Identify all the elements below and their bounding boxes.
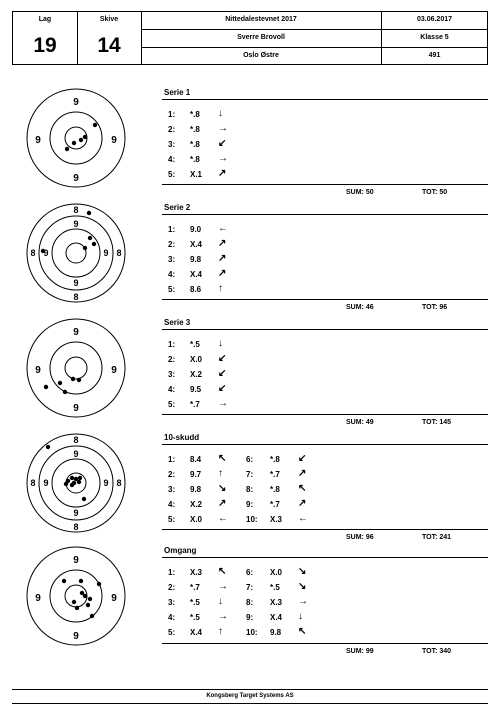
club-name: Oslo Østre (243, 52, 279, 59)
shot-number: 4: (168, 155, 176, 164)
target-omgang (26, 546, 126, 646)
shot-direction-icon: → (298, 596, 308, 607)
shot-hole (87, 211, 91, 215)
shot-hole (93, 123, 97, 127)
10-skudd-sum: SUM: 96 (346, 534, 374, 541)
shot-value: X.1 (190, 170, 203, 179)
ring-label: 9 (103, 478, 109, 488)
shot-direction-icon: ↗ (298, 498, 307, 509)
header-box (12, 11, 488, 65)
shot-number: 10: (246, 515, 258, 524)
shot-hole (92, 242, 96, 246)
ring-label: 9 (43, 478, 49, 488)
shot-number: 2: (168, 355, 176, 364)
shot-hole (75, 606, 79, 610)
shot-number: 2: (168, 240, 176, 249)
shot-hole (97, 582, 101, 586)
ring-label: 9 (73, 403, 79, 414)
shot-direction-icon: → (218, 611, 228, 622)
shot-direction-icon: ↙ (218, 353, 227, 364)
shot-value: 9.5 (190, 385, 202, 394)
serie-2-title: Serie 2 (164, 203, 191, 212)
shot-direction-icon: ↓ (218, 596, 223, 607)
footer-company: Kongsberg Target Systems AS (206, 693, 294, 699)
shot-direction-icon: ← (298, 513, 308, 524)
shot-hole (62, 579, 66, 583)
outer-ring-label: 8 (116, 248, 122, 258)
shot-hole (72, 600, 76, 604)
serie-2-sum: SUM: 46 (346, 304, 374, 311)
ring-label: 9 (35, 593, 41, 604)
shot-value: X.2 (190, 500, 203, 509)
serie-3-title: Serie 3 (164, 318, 191, 327)
shot-number: 2: (168, 470, 176, 479)
skive-label: Skive (99, 16, 119, 23)
shot-number: 5: (168, 170, 176, 179)
shot-number: 6: (246, 455, 254, 464)
shot-number: 1: (168, 225, 176, 234)
shot-number: 2: (168, 125, 176, 134)
shot-number: 4: (168, 385, 176, 394)
target-serie-1 (26, 88, 126, 188)
shot-direction-icon: ↘ (298, 581, 307, 592)
shot-number: 2: (168, 583, 176, 592)
outer-ring-label: 8 (73, 292, 79, 302)
shot-hole (83, 246, 87, 250)
footer-divider (12, 689, 488, 690)
10-skudd-title: 10-skudd (164, 433, 200, 442)
shot-direction-icon: ↗ (218, 498, 227, 509)
event-date: 03.06.2017 (416, 16, 453, 23)
shot-hole (46, 445, 50, 449)
shot-direction-icon: ↑ (218, 626, 223, 637)
shot-direction-icon: ↙ (218, 368, 227, 379)
shot-number: 4: (168, 613, 176, 622)
shot-value: *.7 (270, 500, 280, 509)
shot-number: 5: (168, 285, 176, 294)
shot-hole (88, 597, 92, 601)
shot-direction-icon: → (218, 153, 228, 164)
shot-value: *.8 (190, 140, 200, 149)
shot-value: X.0 (190, 355, 203, 364)
shot-hole (79, 579, 83, 583)
shot-number: 8: (246, 598, 254, 607)
ring-label: 9 (73, 278, 79, 288)
shot-hole (79, 138, 83, 142)
shot-hole (58, 381, 62, 385)
shot-hole (83, 135, 87, 139)
shot-direction-icon: ← (218, 513, 228, 524)
shot-hole (83, 594, 87, 598)
shot-value: *.7 (270, 470, 280, 479)
ring-label: 9 (111, 365, 117, 376)
shot-direction-icon: ↗ (218, 238, 227, 249)
target-10-skudd (26, 433, 126, 533)
shot-value: 9.0 (190, 225, 202, 234)
shot-number: 9: (246, 613, 254, 622)
outer-ring-label: 8 (30, 478, 36, 488)
shot-direction-icon: → (218, 581, 228, 592)
shot-number: 5: (168, 515, 176, 524)
omgang-sum: SUM: 99 (346, 648, 374, 655)
lag-value: 19 (33, 34, 57, 57)
shot-hole (70, 476, 74, 480)
shot-direction-icon: ↙ (298, 453, 307, 464)
shot-hole (71, 377, 75, 381)
shot-value: *.8 (190, 125, 200, 134)
ring-label: 9 (111, 135, 117, 146)
shot-hole (70, 483, 74, 487)
outer-ring-label: 8 (116, 478, 122, 488)
serie-1-total: TOT: 50 (422, 189, 448, 196)
shot-number: 1: (168, 110, 176, 119)
shot-direction-icon: ↗ (218, 168, 227, 179)
shot-value: X.4 (190, 270, 203, 279)
shot-value: X.4 (270, 613, 283, 622)
omgang-title: Omgang (164, 546, 197, 555)
shot-number: 9: (246, 500, 254, 509)
shot-hole (77, 480, 81, 484)
shot-number: 4: (168, 500, 176, 509)
shot-hole (65, 147, 69, 151)
shot-hole (72, 141, 76, 145)
shot-hole (64, 482, 68, 486)
shot-direction-icon: ↘ (218, 483, 227, 494)
shot-hole (44, 385, 48, 389)
ring-label: 9 (103, 248, 109, 258)
shot-hole (77, 378, 81, 382)
shot-value: 9.8 (190, 485, 202, 494)
10-skudd-total: TOT: 241 (422, 534, 452, 541)
shot-direction-icon: ↑ (218, 283, 223, 294)
shot-direction-icon: ↖ (218, 566, 227, 577)
footer-divider (12, 703, 488, 704)
serie-1-title: Serie 1 (164, 88, 191, 97)
shot-hole (63, 390, 67, 394)
shot-value: X.4 (190, 628, 203, 637)
shot-direction-icon: ↓ (218, 108, 223, 119)
shot-direction-icon: → (218, 398, 228, 409)
serie-3-sum: SUM: 49 (346, 419, 374, 426)
shot-direction-icon: ↗ (218, 253, 227, 264)
ring-label: 9 (73, 631, 79, 642)
shooter-class: Klasse 5 (420, 34, 449, 41)
shot-direction-icon: → (218, 123, 228, 134)
ring-label: 9 (73, 173, 79, 184)
shot-number: 3: (168, 370, 176, 379)
shot-hole (88, 236, 92, 240)
shot-direction-icon: ↓ (298, 611, 303, 622)
shot-value: *.5 (190, 340, 200, 349)
serie-2-total: TOT: 96 (422, 304, 448, 311)
shot-value: *.8 (190, 110, 200, 119)
shot-number: 1: (168, 568, 176, 577)
shot-value: 8.4 (190, 455, 202, 464)
shot-value: *.7 (190, 583, 200, 592)
shot-direction-icon: ↙ (218, 138, 227, 149)
shot-number: 8: (246, 485, 254, 494)
shot-direction-icon: ↓ (218, 338, 223, 349)
shot-hole (82, 497, 86, 501)
target-serie-2 (26, 203, 126, 303)
ring-label: 9 (35, 365, 41, 376)
ring-label: 9 (111, 593, 117, 604)
shot-direction-icon: ↖ (298, 626, 307, 637)
shot-value: *.5 (190, 598, 200, 607)
shot-value: 9.8 (190, 255, 202, 264)
shot-number: 5: (168, 628, 176, 637)
shot-number: 7: (246, 470, 254, 479)
outer-ring-label: 8 (30, 248, 36, 258)
shot-value: X.0 (190, 515, 203, 524)
shot-direction-icon: ↖ (298, 483, 307, 494)
shot-number: 7: (246, 583, 254, 592)
ring-label: 9 (73, 555, 79, 566)
shot-hole (78, 476, 82, 480)
ring-label: 9 (73, 327, 79, 338)
skive-value: 14 (97, 34, 121, 57)
serie-3-total: TOT: 145 (422, 419, 452, 426)
ring-label: 9 (73, 219, 79, 229)
shot-direction-icon: ↘ (298, 566, 307, 577)
shot-value: *.5 (190, 613, 200, 622)
shot-value: X.0 (270, 568, 283, 577)
outer-ring-label: 8 (73, 435, 79, 445)
shot-direction-icon: ↗ (218, 268, 227, 279)
serie-1-sum: SUM: 50 (346, 189, 374, 196)
shot-value: *.5 (270, 583, 280, 592)
shot-value: 9.7 (190, 470, 202, 479)
shot-value: *.8 (190, 155, 200, 164)
ring-label: 9 (73, 508, 79, 518)
shot-number: 10: (246, 628, 258, 637)
shot-value: X.4 (190, 240, 203, 249)
event-name: Nittedalestevnet 2017 (225, 16, 297, 23)
shot-direction-icon: ↑ (218, 468, 223, 479)
shot-number: 1: (168, 455, 176, 464)
shot-number: 3: (168, 485, 176, 494)
shot-value: 9.8 (270, 628, 282, 637)
shot-value: X.2 (190, 370, 203, 379)
outer-ring-label: 8 (73, 522, 79, 532)
shot-number: 3: (168, 140, 176, 149)
shot-value: *.8 (270, 485, 280, 494)
shot-value: 8.6 (190, 285, 202, 294)
shooter-name: Sverre Brovoll (237, 34, 285, 41)
shot-value: X.3 (270, 515, 283, 524)
shot-value: *.8 (270, 455, 280, 464)
shot-number: 1: (168, 340, 176, 349)
shot-number: 6: (246, 568, 254, 577)
lag-label: Lag (38, 16, 52, 23)
shot-number: 3: (168, 255, 176, 264)
shot-direction-icon: ↗ (298, 468, 307, 479)
shot-value: X.3 (190, 568, 203, 577)
shot-value: *.7 (190, 400, 200, 409)
shot-number: 3: (168, 598, 176, 607)
omgang-total: TOT: 340 (422, 648, 452, 655)
shot-number: 4: (168, 270, 176, 279)
shot-number: 5: (168, 400, 176, 409)
shot-direction-icon: ← (218, 223, 228, 234)
target-serie-3 (26, 318, 126, 418)
outer-ring-label: 8 (73, 205, 79, 215)
shot-direction-icon: ↖ (218, 453, 227, 464)
ring-label: 9 (73, 97, 79, 108)
ring-label: 9 (43, 248, 49, 258)
shot-hole (90, 614, 94, 618)
ring-label: 9 (35, 135, 41, 146)
shot-direction-icon: ↙ (218, 383, 227, 394)
shot-hole (86, 603, 90, 607)
ring-label: 9 (73, 449, 79, 459)
shooter-number: 491 (428, 52, 441, 59)
shot-value: X.3 (270, 598, 283, 607)
